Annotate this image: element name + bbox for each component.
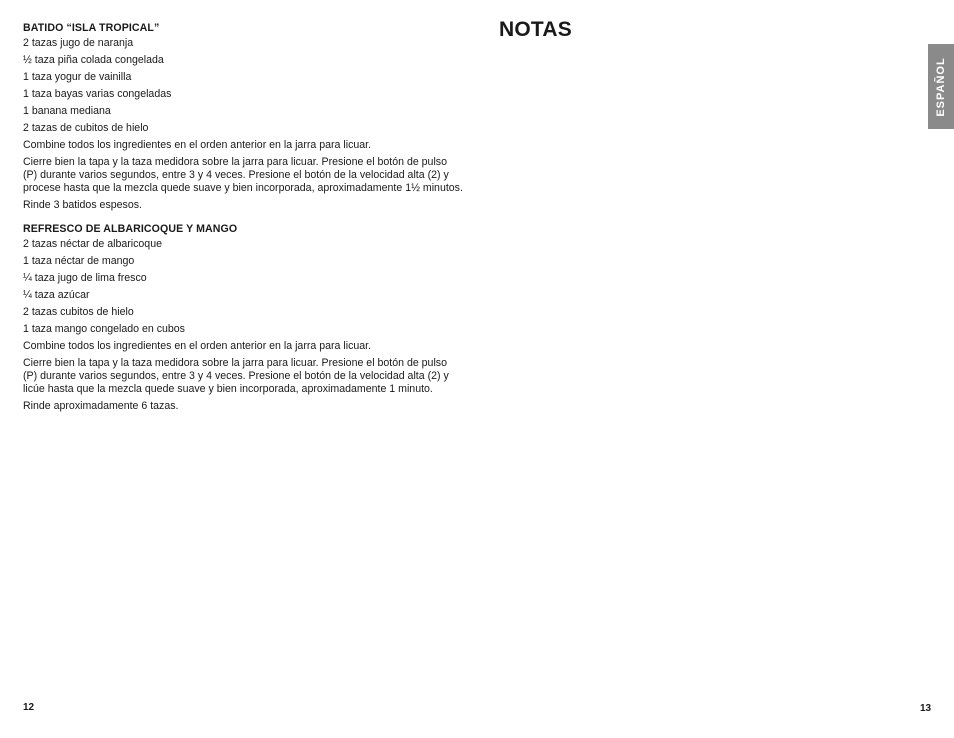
recipe-title: REFRESCO DE ALBARICOQUE Y MANGO <box>23 223 238 235</box>
notes-title: NOTAS <box>499 18 572 41</box>
instruction-paragraph: Cierre bien la tapa y la taza medidora sobre la jarra para licuar. Presione el botón de pulso (P) durante varios segundos, entre 3 y 4 veces. Presione el botón de la velocidad alta (2) y procese hasta que la mezcla quede suave y bien incorporada, aproximadamente 1½ minutos. <box>23 156 463 194</box>
ingredient-line: 1 taza néctar de mango <box>23 255 135 267</box>
page-number-right: 13 <box>920 703 932 714</box>
page-number-left: 12 <box>23 702 35 713</box>
instruction-paragraph: Cierre bien la tapa y la taza medidora sobre la jarra para licuar. Presione el botón de pulso (P) durante varios segundos, entre 3 y 4 veces. Presione el botón de la velocidad alta (2) y licúe hasta que la mezcla quede suave y bien incorporada, aproximadamente 1 minuto. <box>23 357 449 395</box>
ingredient-line: 1 taza bayas varias congeladas <box>23 88 172 100</box>
recipe-tropical-smoothie <box>23 21 463 212</box>
recipe-apricot-mango-refresher <box>23 222 463 413</box>
recipe-title: BATIDO “ISLA TROPICAL” <box>23 22 160 34</box>
ingredient-line: 2 tazas cubitos de hielo <box>23 306 134 318</box>
instruction-paragraph: Combine todos los ingredientes en el orden anterior en la jarra para licuar. <box>23 139 372 151</box>
language-tab <box>928 44 954 129</box>
left-page <box>23 21 463 423</box>
ingredient-line: 2 tazas jugo de naranja <box>23 37 134 49</box>
ingredient-line: 1 taza yogur de vainilla <box>23 71 132 83</box>
ingredient-line: 1 taza mango congelado en cubos <box>23 323 185 335</box>
ingredient-line: 2 tazas de cubitos de hielo <box>23 122 149 134</box>
ingredient-line: ¼ taza azúcar <box>23 289 90 301</box>
instruction-paragraph: Combine todos los ingredientes en el orden anterior en la jarra para licuar. <box>23 340 372 352</box>
ingredient-line: ½ taza piña colada congelada <box>23 54 164 66</box>
language-tab-label: ESPAÑOL <box>935 57 947 117</box>
ingredient-line: 1 banana mediana <box>23 105 111 117</box>
yield-text: Rinde aproximadamente 6 tazas. <box>23 400 179 412</box>
ingredient-line: 2 tazas néctar de albaricoque <box>23 238 162 250</box>
ingredient-line: ¼ taza jugo de lima fresco <box>23 272 147 284</box>
yield-text: Rinde 3 batidos espesos. <box>23 199 142 211</box>
